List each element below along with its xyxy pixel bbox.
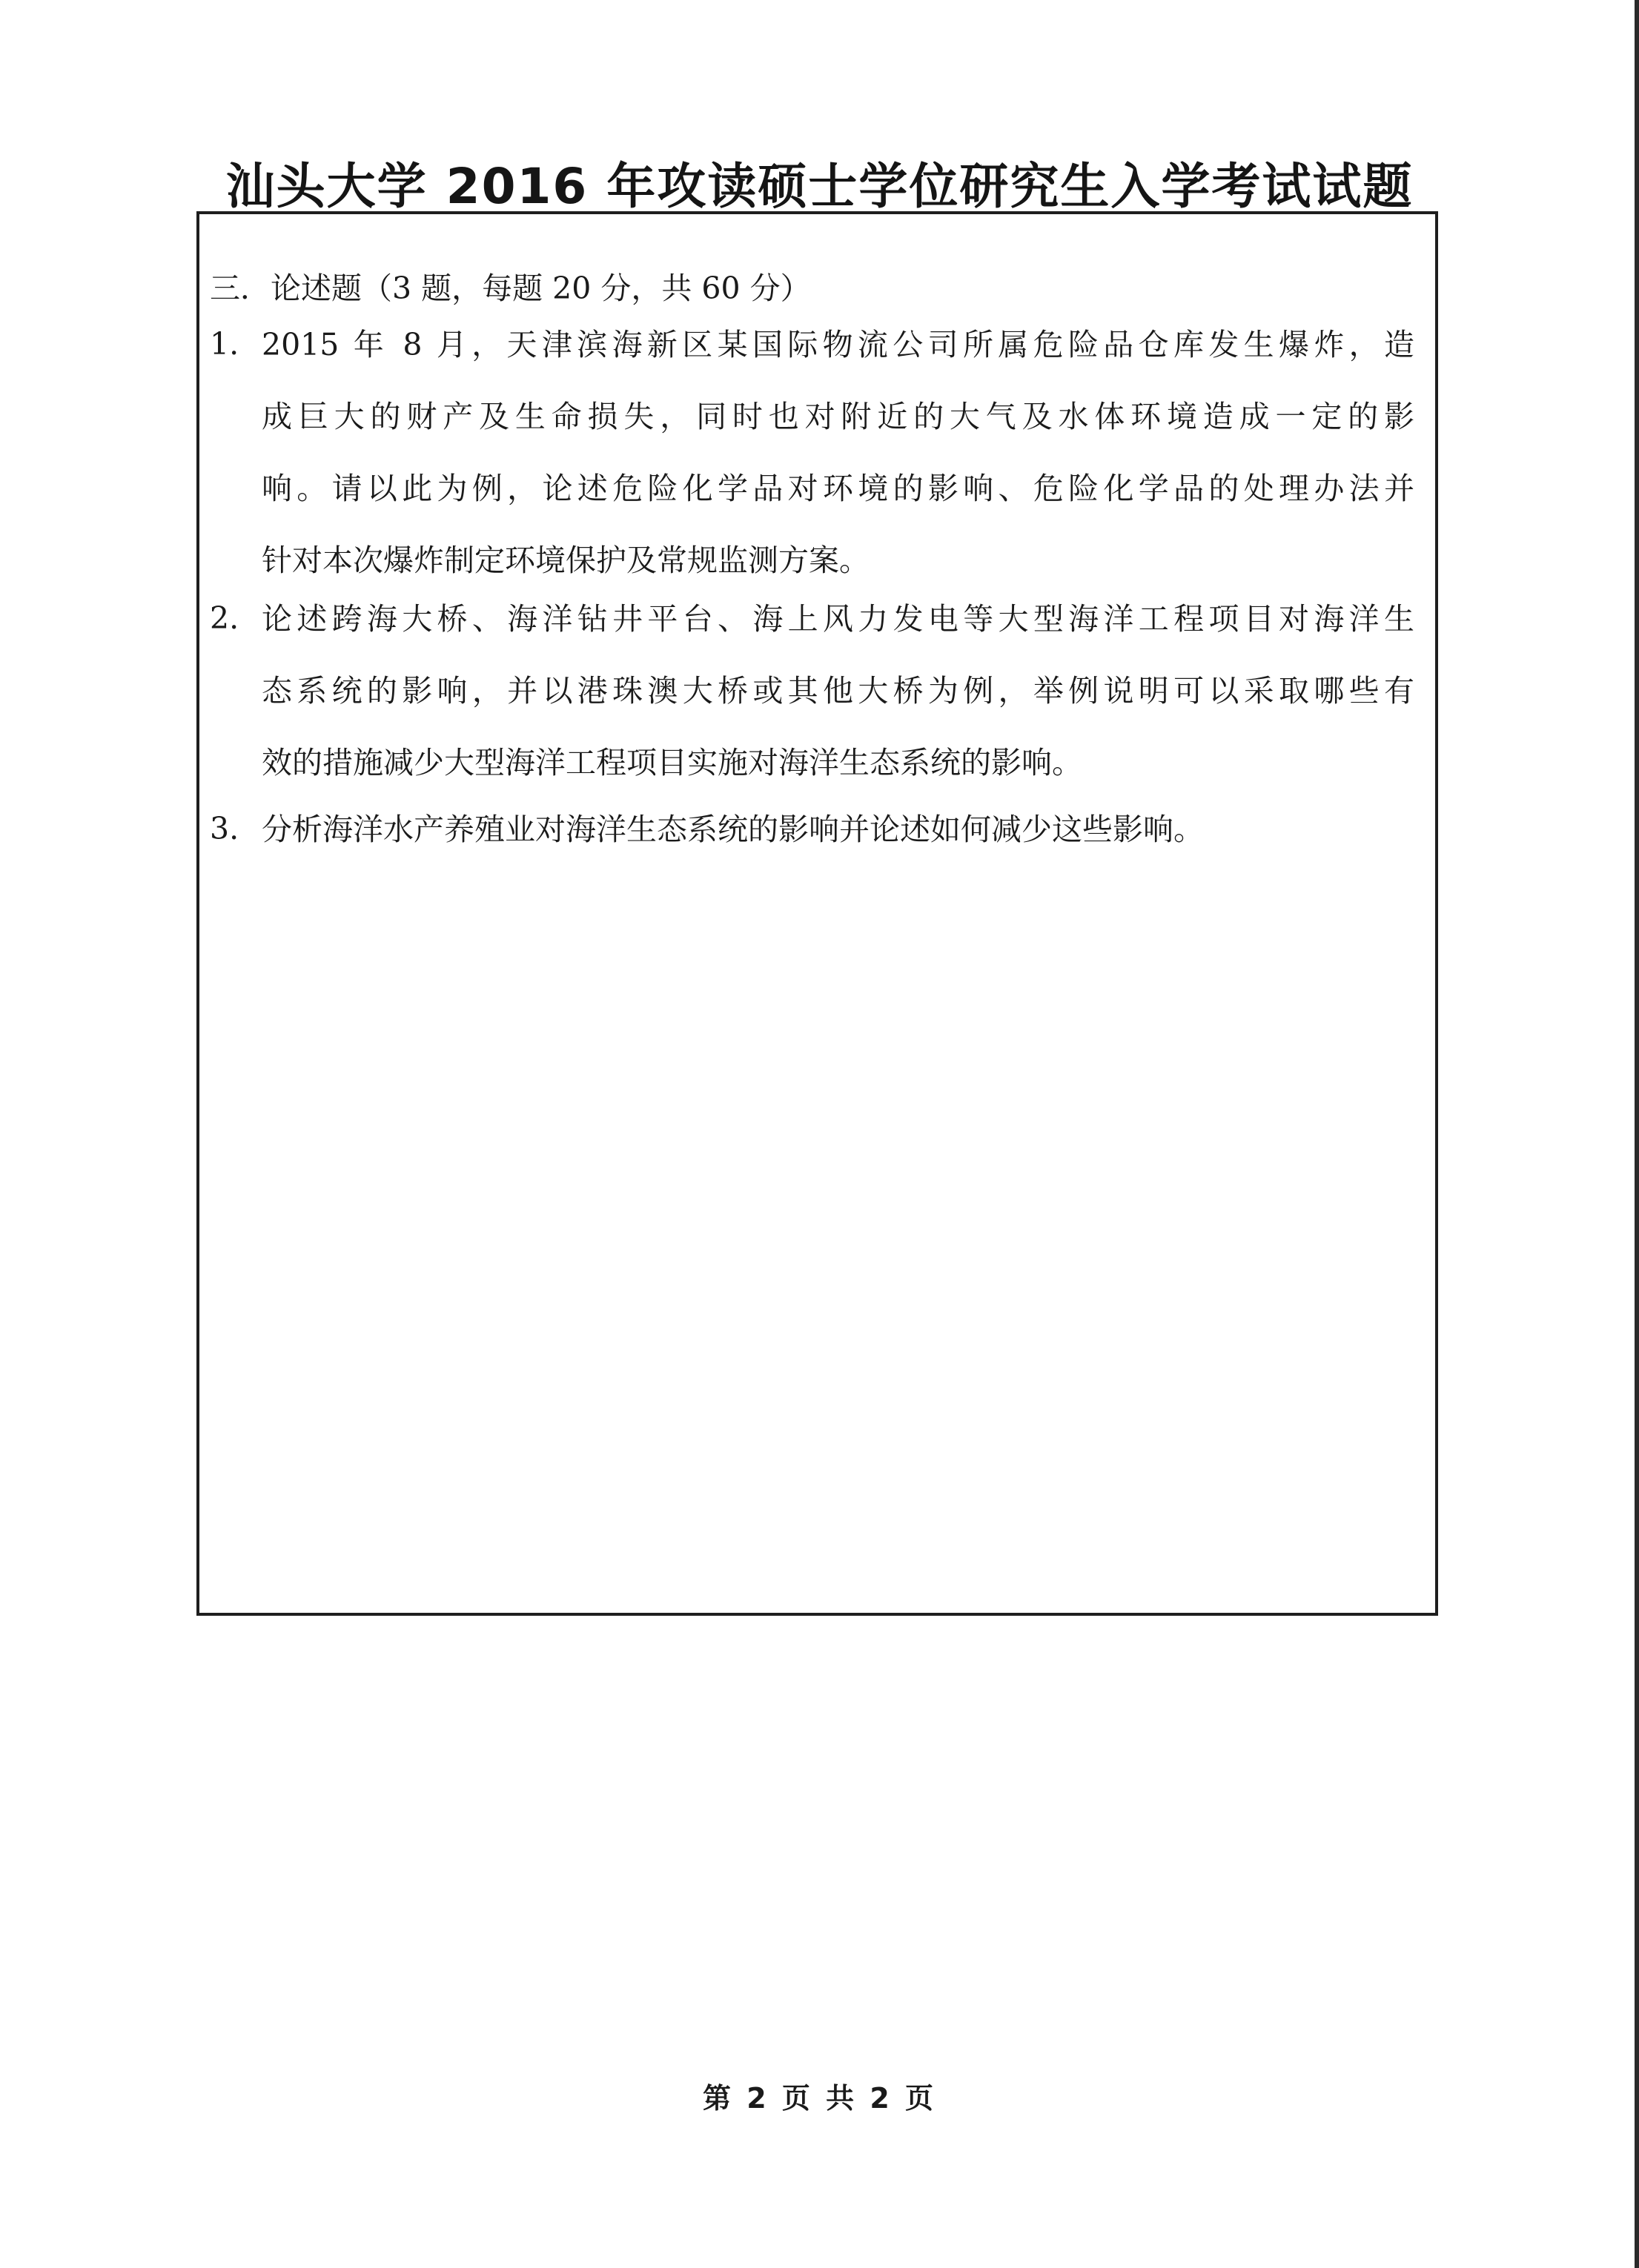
question-number: 1. [210,326,239,362]
question-line: 分析海洋水产养殖业对海洋生态系统的影响并论述如何减少这些影响。 [262,812,1204,847]
question-number: 3. [210,811,239,846]
page-title: 汕头大学 2016 年攻读硕士学位研究生入学考试试题 [225,158,1414,215]
question-line: 效的措施减少大型海洋工程项目实施对海洋生态系统的影响。 [262,745,1082,780]
question-line: 响。请以此为例，论述危险化学品对环境的影响、危险化学品的处理办法并 [262,471,1414,506]
question-line: 2015 年 8 月，天津滨海新区某国际物流公司所属危险品仓库发生爆炸，造 [262,327,1414,362]
question-line: 态系统的影响，并以港珠澳大桥或其他大桥为例，举例说明可以采取哪些有 [262,673,1414,709]
question-number: 2. [210,600,239,636]
scan-edge-shadow [1635,0,1639,2268]
page-number: 第 2 页 共 2 页 [702,2082,937,2115]
section-heading: 三．论述题（3 题，每题 20 分，共 60 分） [210,271,811,306]
question-line: 论述跨海大桥、海洋钻井平台、海上风力发电等大型海洋工程项目对海洋生 [262,601,1414,637]
question-line: 成巨大的财产及生命损失，同时也对附近的大气及水体环境造成一定的影 [262,399,1414,434]
question-line: 针对本次爆炸制定环境保护及常规监测方案。 [262,543,870,578]
